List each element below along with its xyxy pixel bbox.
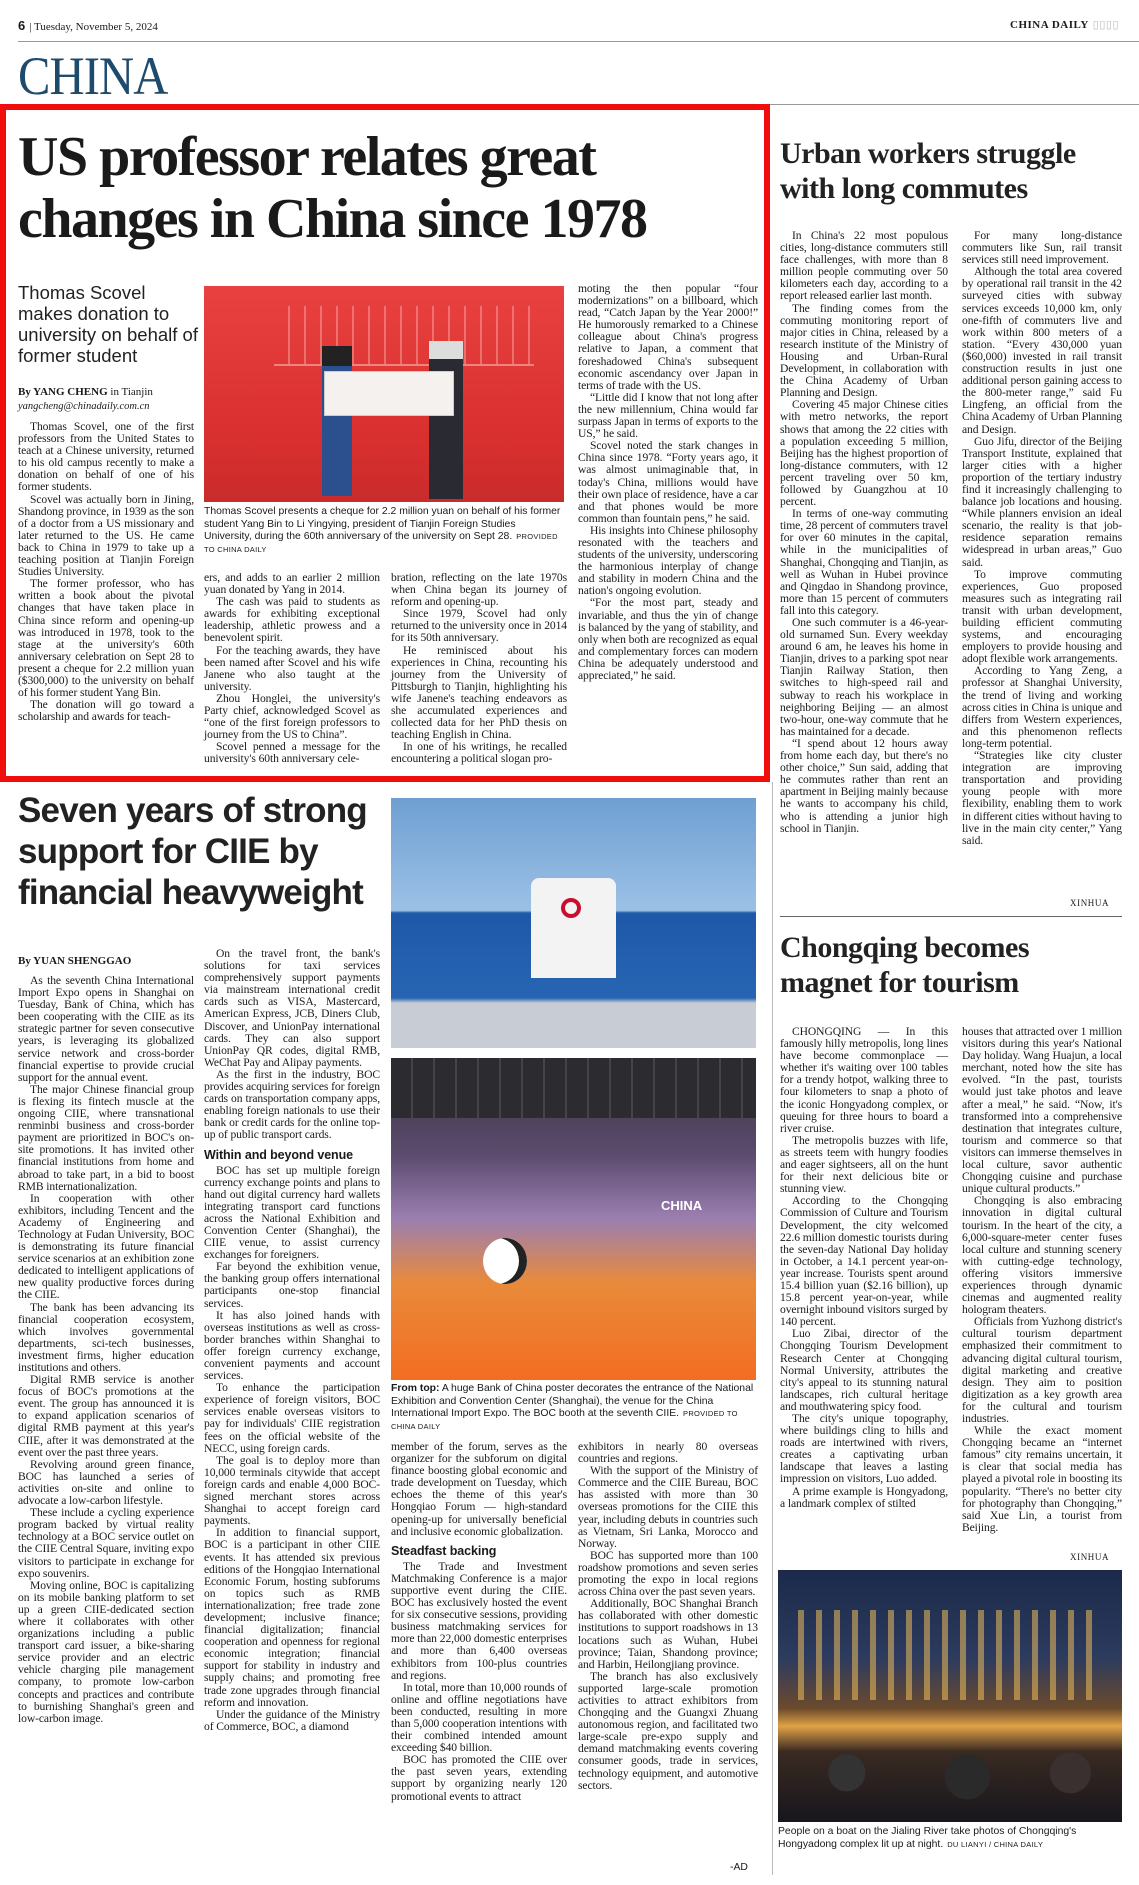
panda-mascot [483,1238,527,1284]
paragraph: For the teaching awards, they have been named after Scovel and his wife Janene who also taught at the university. [204,643,380,693]
paragraph: On the travel front, the bank's solutions for taxi services comprehensively support payments via mainstream international credit cards such as VISA, Mastercard, American Express, JCB, Diners Club, Discover, and UnionPay international cards. They can also support UnionPay QR codes, digital RMB, WeChat Pay and Alipay payments. [204,947,380,1069]
photo-credit: PROVIDED TO CHINA DAILY [391,1409,738,1431]
article-column [18,421,194,723]
author-email[interactable]: yangcheng@chinadaily.com.cn [18,401,150,412]
photo-caption: Thomas Scovel presents a cheque for 2.2 million yuan on behalf of his former student Yang Bin to Li Yingying, president of Tianjin Foreign Studies University, during the 60th anniversary of the university on Sept 28. PROVIDED TO CHINA DAILY [204,506,561,554]
paragraph: The goal is to deploy more than 10,000 terminals citywide that accept foreign cards and enable 4,000 BOC-signed merchant stores across Shanghai to accept foreign card payments. [204,1453,380,1528]
article-column [578,1441,758,1792]
paragraph: The former professor, who has written a book about the pivotal changes that have taken place in China since reform and opening-up was introduced in 1978, took to the stage at the university's 60th anniversary celebration on Sept 28 to present a cheque for 2.2 million yuan ($300,000) to the university on behalf of his former student Yang Bin. [18,577,194,700]
article-column [962,1026,1122,1534]
paragraph: Officials from Yuzhong district's cultural tourism department emphasized their commitment to advancing digital cultural tourism, digital marketing and creative design. They aim to position digitization as a key growth area for the cultural and tourism industries. [962,1315,1122,1425]
section-rule [770,104,1139,105]
folio: 6 | Tuesday, November 5, 2024 [18,18,158,33]
article-subhead: Thomas Scovel makes donation to university on behalf of former student [18,282,198,366]
article-column-group [204,948,380,1733]
paragraph: His insights into Chinese philosophy resonated with the teachers and students of the university, underscoring the harmonious interplay of change and stability in modern China and the nation's ongoing evolution. [578,523,758,598]
paragraph: Scovel was actually born in Jining, Shandong province, in 1939 as the son of a doctor from a US missionary and later returned to the US. He came back to China in 1979 to take up a teaching position at Tianjin Foreign Studies University. [18,492,194,579]
paragraph: “I spend about 12 hours away from home each day, but there's no other choice,” Sun said, adding that he commutes rather than rent an apartment in Beijing mainly because he wants to accompany his child, who is attending a junior high school in Tianjin. [780,736,948,835]
paragraph: The finding comes from the commuting monitoring report of major cities in China, released by a research institute of the Ministry of Housing and Urban-Rural Development, in collaboration with the China Academy of Urban Planning and Design. [780,301,948,400]
issue-date: Tuesday, November 5, 2024 [34,21,158,33]
paragraph: “Little did I know that not long after the new millennium, China would far surpass Japan in terms of exports to the US,” he said. [578,390,758,441]
article-headline: Chongqing becomes magnet for tourism [780,931,1030,999]
masthead-brand [1010,18,1119,31]
section-title: CHINA [18,46,168,106]
paragraph: The metropolis buzzes with life, as streets teem with hungry foodies and eager sightseers, all on the hunt for their next delicious bite or stunning view. [780,1133,948,1196]
photo-person [322,346,352,496]
paragraph: He reminisced about his experiences in China, recounting his journey from the University of Pittsburgh to Tianjin, highlighting his wife Janene's teaching endeavors as she accumulated experiences and collected data for her PhD thesis on teaching English in China. [391,643,567,742]
paragraph: As the seventh China International Import Expo opens in Shanghai on Tuesday, Bank of China, which has been cooperating with the CIIE as its strategic partner for seven consecutive years, is leveraging its globalized service network and cross-border financial expertise to provide crucial support for the annual event. [18,974,194,1084]
paragraph: To improve commuting experiences, Guo proposed measures such as integrating rail transit with urban development, building efficient commuting systems, and encouraging employers to provide housing and adopt flexible work arrangements. [962,567,1122,666]
photo-backdrop [274,306,534,366]
paragraph: These include a cycling experience program backed by virtual reality technology at a BOC service outlet on the CIIE Central Square, inviting expo visitors to participate in exchange for expo souvenirs. [18,1506,194,1580]
paragraph: As the first in the industry, BOC provides acquiring services for foreign cards on transportation company apps, enabling foreign nationals to use their bank or credit cards for the online top-up of public transport cards. [204,1067,380,1142]
paragraph: A prime example is Hongyadong, a landmark complex of stilted [780,1484,948,1510]
paragraph: The major Chinese financial group is flexing its fintech muscle at the ongoing CIIE, where transnational renminbi business and cross-border payment are prioritized in BOC's on-site promotions. It has invited other financial institutions from home and abroad to take part, in a bid to boost RMB internationalization. [18,1082,194,1193]
paragraph: The cash was paid to students as awards for exhibiting exceptional leadership, athletic prowess and a benevolent spirit. [204,595,380,645]
photo-city-lights [798,1610,1098,1700]
paragraph: In one of his writings, he recalled encountering a political slogan pro- [391,740,567,766]
paragraph: Scovel penned a message for the university's 60th anniversary cele- [204,740,380,766]
photo-credit: PROVIDED TO CHINA DAILY [204,532,558,554]
article-column [962,230,1122,847]
paragraph: In cooperation with other exhibitors, including Tencent and the Academy of Engineering and Technology at Fudan University, BOC is demonstrating its future financial service scenarios at an exhibition zone dedicated to intelligent applications of new quality productive forces during the CIIE. [18,1191,194,1302]
paragraph: ers, and adds to an earlier 2 million yuan donated by Yang in 2014. [204,571,380,597]
paragraph: BOC has promoted the CIIE over the past seven years, extending support by organizing nearly 120 promotional events to attract [391,1753,567,1803]
paragraph: In addition to financial support, BOC is a participant in other CIIE events. It has attended six previous editions of the Hongqiao International Economic Forum, hosting subforums on topics such as RMB internationalization; free trade zone development; inclusive finance; financial digitalization; financial cooperation and openness for regional economic integration; financial support for stability in industry and supply chains; and promoting free trade zone upgrades through financial reform and innovation. [204,1526,380,1709]
paragraph: Although the total area covered by operational rail transit in the 42 surveyed cities with subway services exceeds 10,000 km, only one-fifth of commuters live and work within 800 meters of a station. “Every 430,000 yuan ($60,000) invested in rail transit construction results in just one additional person gaining access to the 800-meter range,” said Fu Lingfeng, an official from the China Academy of Urban Planning and Design. [962,265,1122,436]
paragraph: Covering 45 major Chinese cities with metro networks, the report shows that among the 22 cities with a population exceeding 5 million, Beijing has the highest proportion of long-distance commuters, with 12 percent traveling over 50 km, followed by Guangzhou at 10 percent. [780,398,948,509]
paragraph: According to Yang Zeng, a professor at Shanghai University, the trend of living and working across cities in China is unique and differs from Western experiences, and this phenomenon reflects long-term potential. [962,664,1122,750]
paragraph: Scovel noted the stark changes in China since 1978. “Forty years ago, it was almost unimaginable that, in today's China, millions would have their own place of residence, have a car and that phones would be more common than fountain pens,” he said. [578,439,758,525]
photo-people [778,1740,1122,1822]
agency-credit: XINHUA [1070,1552,1110,1562]
paragraph: Thomas Scovel, one of the first professors from the United States to teach at a Chinese university, returned to his old campus recently to make a donation on behalf of one of his former students. [18,420,194,494]
end-mark: -AD [730,1862,748,1873]
photo-person [429,341,463,499]
paragraph: With the support of the Ministry of Commerce and the CIIE Bureau, BOC has assisted with more than 30 overseas promotions for the CIIE this year, including debuts in countries such as Vietnam, Sri Lanka, Morocco and Norway. [578,1464,758,1550]
article-headline: Urban workers struggle with long commutes [780,137,1076,205]
article-subhead: Within and beyond venue [204,1147,353,1162]
paragraph: One such commuter is a 46-year-old surnamed Sun. Every weekday around 6 am, he leaves his home in Tianjin, drives to a parking spot near Tianjin Railway Station, then switches to high-speed rail and subway to reach his workplace in neighboring Beijing — an almost two-hour, one-way commute that he has maintained for a decade. [780,616,948,738]
photo-caption: From top: A huge Bank of China poster decorates the entrance of the National Exhibition and Convention Center (Shanghai), the venue for the China International Import Expo. The BOC booth at the seventh CIIE. PROVIDED TO CHINA DAILY [391,1383,754,1431]
article-column [204,572,380,766]
article-headline: Seven years of strong support for CIIE by financial heavyweight [18,791,367,912]
paragraph: The branch has also exclusively supported large-scale promotion activities to attract exhibitors from Chongqing and the Guangxi Zhuang autonomous region, and facilitated two large-scale pre-expo supply and demand matchmaking events covering consumer goods, trade in services, technology equipment, and automotive sectors. [578,1669,758,1792]
photo-ceiling [391,1058,756,1118]
article-column [578,283,758,682]
paragraph: The Trade and Investment Matchmaking Conference is a major supportive event during the CIIE. BOC has exclusively hosted the event for six consecutive sessions, providing business matchmaking services for more than 22,000 domestic enterprises and more than 6,400 overseas exhibitors from 100-plus countries and regions. [391,1559,567,1682]
paragraph: BOC has set up multiple foreign currency exchange points and plans to hand out digital currency hard wallets integrating transport card functions across the National Exhibition and Convention Center (Shanghai), the CIIE venue, to assist currency exchanges for foreigners. [204,1163,380,1262]
paragraph: In total, more than 10,000 rounds of online and offline negotiations have been conducted, resulting in more than 5,000 cooperation intentions with their combined intended amount exceeding $40 billion. [391,1680,567,1755]
paragraph: For many long-distance commuters like Sun, rail transit services still need improvement. [962,229,1122,267]
paragraph: member of the forum, serves as the organizer for the subforum on digital finance boosting global economic and trade development on Tuesday, which echoes the theme of this year's Hongqiao Forum — high-standard opening-up for universally beneficial and inclusive economic globalization. [391,1440,567,1538]
paragraph: The donation will go toward a scholarship and awards for teach- [18,698,194,724]
paragraph: It has also joined hands with overseas institutions as well as cross-border branches within Shanghai to offer foreign currency exchange, convenient payments and account services. [204,1308,380,1383]
article-column [204,948,380,1142]
paragraph: Far beyond the exhibition venue, the banking group offers international participants one-stop financial services. [204,1260,380,1310]
paragraph: Digital RMB service is another focus of BOC's promotions at the event. The group has announced it is to expand application scenarios of digital RMB payment at this year's CIIE, after it was demonstrated at the event over the past three years. [18,1373,194,1459]
paragraph: Moving online, BOC is capitalizing on its mobile banking platform to set up a green CIIE-dedicated section where it collaborates with other organizations including a public transport card issuer, a bike-sharing service provider and an electric vehicle charging pile management company, to promote low-carbon concepts and practices and contribute to burnishing Shanghai's green and low-carbon image. [18,1578,194,1725]
photo-entrance [531,878,616,978]
paragraph: To enhance the participation experience of foreign visitors, BOC services enable overseas visitors to pay for individuals' CIIE registration fees on the official website of the NECC, using foreign cards. [204,1381,380,1455]
article-column [780,230,948,835]
paragraph: In terms of one-way commuting time, 28 percent of commuters travel for over 60 minutes in the capital, while in the municipalities of Shanghai, Chongqing and Tianjin, as well as Wuhan in Hubei province and Qingdao in Shandong province, more than 15 percent of commuters fall into this category. [780,507,948,617]
paragraph: moting the then popular “four modernizations” on a billboard, which read, “Catch Japan by the Year 2000!” He humorously remarked to a Chinese colleague about China's progress relative to Japan, a comment that foreshadowed China's subsequent economic ascendancy over Japan in terms of trade with the US. [578,282,758,392]
photo-caption: People on a boat on the Jialing River take photos of Chongqing's Hongyadong complex lit up at night. DU LIANYI / CHINA DAILY [778,1826,1077,1850]
paragraph: In China's 22 most populous cities, long-distance commuters still face challenges, with more than 8 million people commuting over 50 kilometers each day, according to a report released earlier last month. [780,229,948,303]
paragraph: Guo Jifu, director of the Beijing Transport Institute, explained that larger cities with a higher proportion of the tertiary industry find it increasingly challenging to balance job locations and housing. “While planners envision an ideal scenario, the reality is that job-residence separation remains widespread in urban areas,” Guo said. [962,434,1122,569]
paragraph: “Strategies like city cluster integration are improving transportation and providing young people with more flexibility, enabling them to work in different cities without having to live in the main city center,” Yang said. [962,749,1122,847]
paragraph: Under the guidance of the Ministry of Commerce, BOC, a diamond [204,1707,380,1733]
byline-name: By YANG CHENG [18,386,108,398]
article-column [204,1165,380,1733]
paragraph: bration, reflecting on the late 1970s when China began its journey of reform and opening-up. [391,571,567,609]
article-photo [778,1570,1122,1822]
paragraph: “For the most part, steady and invariable, and thus the yin of change is balanced by the yang of stability, and only when both are recognized as equal and complementary forces can modern China be adequately understood and appreciated,” he said. [578,596,758,682]
paragraph: exhibitors in nearly 80 overseas countries and regions. [578,1440,758,1466]
brand-name: CHINA DAILY [1010,19,1089,31]
paragraph: The bank has been advancing its financial cooperation ecosystem, which involves governmental departments, sci-tech businesses, investment firms, higher education institutions and others. [18,1300,194,1374]
photo-cheque [324,371,454,416]
photo-credit: DU LIANYI / CHINA DAILY [947,1839,1044,1849]
paragraph: Revolving around green finance, BOC has launched a series of activities on-site and online to advocate a low-carbon lifestyle. [18,1457,194,1508]
paragraph: The city's unique topography, where buildings cling to hills and roads are intertwined with rivers, creates a captivating urban landscape that leaves a lasting impression on visitors, Luo added. [780,1412,948,1486]
paragraph: Chongqing is also embracing innovation in digital cultural tourism. In the heart of the city, a 6,000-square-meter center fuses local culture and stunning scenery with cutting-edge technology, offering visitors immersive experiences through dynamic cinemas and augmented reality hologram theaters. [962,1194,1122,1317]
bank-logo-icon [561,898,581,918]
byline-place: in Tianjin [110,386,153,398]
article-column [391,1561,567,1803]
page-number: 6 [18,18,26,33]
article-column [780,1026,948,1510]
caption-lead: From top: [391,1383,440,1394]
paragraph: houses that attracted over 1 million visitors during this year's National Day holiday. Wang Huajun, a local merchant, noted how the site has evolved. “In the past, tourists would just take photos and leave after a meal,” he said. “Now, it's transformed into a comprehensive destination that integrates culture, tourism and commerce so that visitors can immerse themselves in local culture, savor authentic Chongqing cuisine and purchase unique cultural products.” [962,1025,1122,1196]
paragraph: Since 1979, Scovel had only returned to the university once in 2014 for its 50th anniversary. [391,607,567,645]
header-rule [18,41,1139,42]
paragraph: Luo Zibai, director of the Chongqing Tourism Development Research Center at Chongqing Normal University, attributes the city's appeal to its stunning natural landscapes, rich cultural heritage and mouthwatering spicy food. [780,1327,948,1413]
article-column [391,572,567,766]
agency-credit: XINHUA [1070,898,1110,908]
paragraph: While the exact moment Chongqing became an “internet famous” city remains uncertain, it is clear that social media has played a pivotal role in boosting its popularity. “There's no better city for photography than Chongqing,” said Xue Lin, a tourist from Beijing. [962,1424,1122,1534]
article-column [18,975,194,1725]
paragraph: According to the Chongqing Commission of Culture and Tourism Development, the city welcomed 22.6 million domestic tourists during the seven-day National Day holiday in October, a 14.1 percent year-on-year increase. Tourists spent around 15.4 billion yuan ($2.16 billion), up 15.8 percent year-on-year, while overnight inbound visitors surged by 140 percent. [780,1194,948,1329]
section-divider [780,916,1122,917]
article-photo [391,798,756,1048]
paragraph: CHONGQING — In this famously hilly metropolis, long lines have become commonplace — whether it's waiting over 100 tables for a trendy hotpot, walking three to four kilometers to snap a photo of the iconic Hongyadong complex, or queuing for three hours to board a river cruise. [780,1025,948,1135]
byline [18,386,153,399]
byline: By YUAN SHENGGAO [18,955,132,967]
brand-logo: ▯▯▯▯ [1092,19,1119,31]
article-subhead: Steadfast backing [391,1543,497,1558]
article-column-group [391,1441,567,1803]
paragraph: BOC has supported more than 100 roadshow promotions and seven series promoting the expo in local regions across China over the past seven years. [578,1548,758,1599]
paragraph: Zhou Honglei, the university's Party chief, acknowledged Scovel as “one of the first foreign professors to journey from the US to China”. [204,691,380,742]
booth-sign: CHINA [661,1198,703,1213]
article-headline: US professor relates great changes in China since 1978 [18,126,647,250]
column-divider [772,782,773,1875]
paragraph: Additionally, BOC Shanghai Branch has collaborated with other domestic institutions to support roadshows in 13 locations such as Wuhan, Hubei province; Taian, Shandong province; and Harbin, Heilongjiang province. [578,1597,758,1671]
article-photo [391,1058,756,1380]
article-photo [204,286,564,502]
article-column [391,1441,567,1538]
